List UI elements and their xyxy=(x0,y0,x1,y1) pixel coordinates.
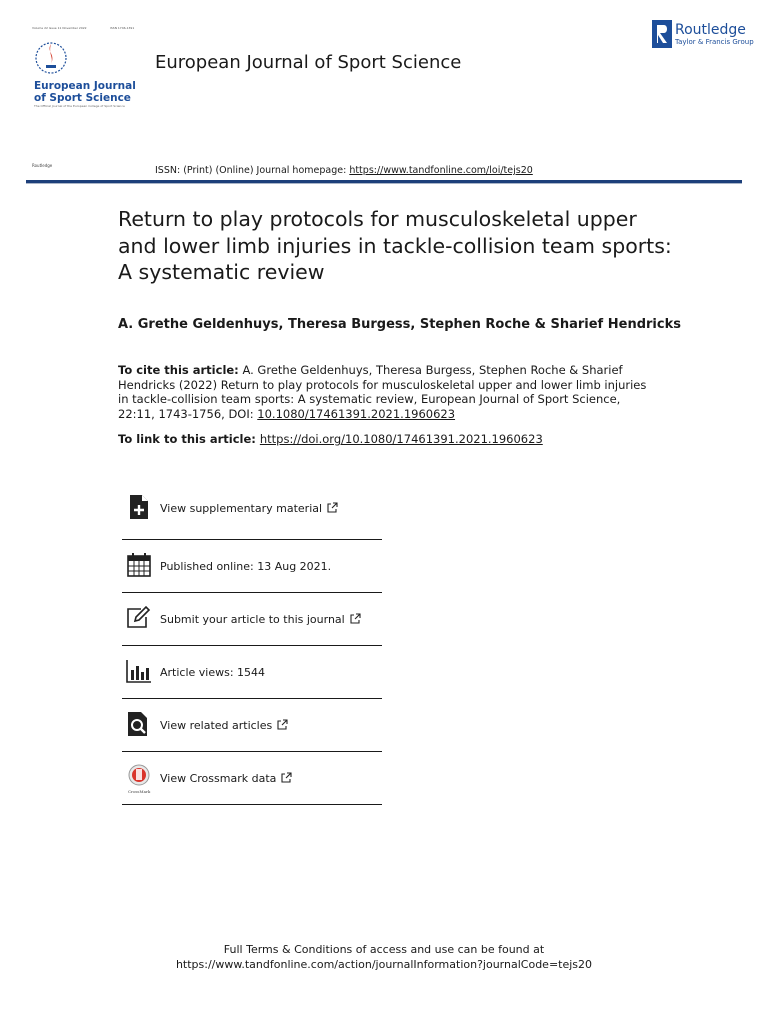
footer-terms-link[interactable]: https://www.tandfonline.com/action/journalInformation?journalCode=tejs20 xyxy=(175,958,593,971)
crossmark-badge-text: CrossMark xyxy=(128,789,151,794)
published-text: Published online: 13 Aug 2021. xyxy=(160,560,332,573)
views-row xyxy=(122,646,382,699)
related-text: View related articles xyxy=(160,719,273,732)
ejss-logo-line1: European Journal xyxy=(34,80,136,92)
crossmark-text: View Crossmark data xyxy=(160,772,277,785)
header-rule-thin xyxy=(26,183,742,184)
ejss-emblem-icon xyxy=(34,38,68,78)
external-link-icon xyxy=(327,502,338,513)
routledge-logo xyxy=(652,20,754,52)
supplementary-label xyxy=(160,502,338,515)
crossmark-row[interactable] xyxy=(122,752,382,805)
search-document-icon xyxy=(126,711,152,737)
ejss-logo-text xyxy=(34,80,136,104)
journal-homepage-link[interactable]: https://www.tandfonline.com/loi/tejs20 xyxy=(349,165,533,176)
submit-label xyxy=(160,613,361,626)
cite-doi-link[interactable]: 10.1080/17461391.2021.1960623 xyxy=(257,406,456,421)
views-text: Article views: 1544 xyxy=(160,666,266,679)
routledge-name: Routledge xyxy=(675,22,746,38)
ejss-logo-line2: of Sport Science xyxy=(34,92,131,104)
submit-text: Submit your article to this journal xyxy=(160,613,345,626)
link-label: To link to this article: xyxy=(118,432,260,446)
edit-icon xyxy=(126,605,152,631)
external-link-icon xyxy=(281,772,292,783)
small-publisher-logo: Routledge xyxy=(32,163,53,168)
link-line xyxy=(118,432,543,446)
published-row xyxy=(122,540,382,593)
cite-text: A. Grethe Geldenhuys, Theresa Burgess, Stephen Roche & Sharief Hendricks (2022) Return to play protocols for musculoskeletal upper and lower limb injuries in tackle-collision team sports: A systematic review, European Journal of Sport Science, 22:11, 1743-1756, DOI: xyxy=(118,363,647,421)
issn-line xyxy=(155,165,533,176)
supplementary-file-icon xyxy=(126,494,152,520)
journal-title: European Journal of Sport Science xyxy=(155,52,462,73)
related-label xyxy=(160,719,288,732)
routledge-r-icon xyxy=(652,20,672,48)
routledge-subtitle: Taylor & Francis Group xyxy=(675,38,754,46)
article-doi-link[interactable]: https://doi.org/10.1080/17461391.2021.1960623 xyxy=(259,432,543,446)
article-metadata-list xyxy=(122,482,382,805)
external-link-icon xyxy=(277,719,288,730)
calendar-icon xyxy=(126,552,152,578)
cite-label: To cite this article: xyxy=(118,363,239,377)
related-row[interactable] xyxy=(122,699,382,752)
external-link-icon xyxy=(350,613,361,624)
submit-row[interactable] xyxy=(122,593,382,646)
article-authors: A. Grethe Geldenhuys, Theresa Burgess, Stephen Roche & Sharief Hendricks xyxy=(118,317,681,332)
supplementary-row[interactable] xyxy=(122,482,382,540)
bar-chart-icon xyxy=(126,658,152,684)
supplementary-text: View supplementary material xyxy=(160,502,323,515)
citation-block xyxy=(118,363,658,421)
issn-text: ISSN: (Print) (Online) Journal homepage: xyxy=(155,165,350,176)
ejss-logo-subtitle: The Official Journal of the European College of Sport Science xyxy=(34,104,125,108)
crossmark-label xyxy=(160,772,292,785)
article-title: Return to play protocols for musculoskeletal upper and lower limb injuries in tackle-collision team sports: A systematic review xyxy=(118,207,672,284)
crossmark-icon xyxy=(126,764,152,790)
footer-line1: Full Terms & Conditions of access and use can be found at xyxy=(223,943,545,956)
cover-tiny-volume: Volume 22 Issue 11 November 2022 xyxy=(32,26,87,30)
terms-footer xyxy=(0,942,768,972)
cover-tiny-issn: ISSN 1746-1391 xyxy=(110,26,135,30)
